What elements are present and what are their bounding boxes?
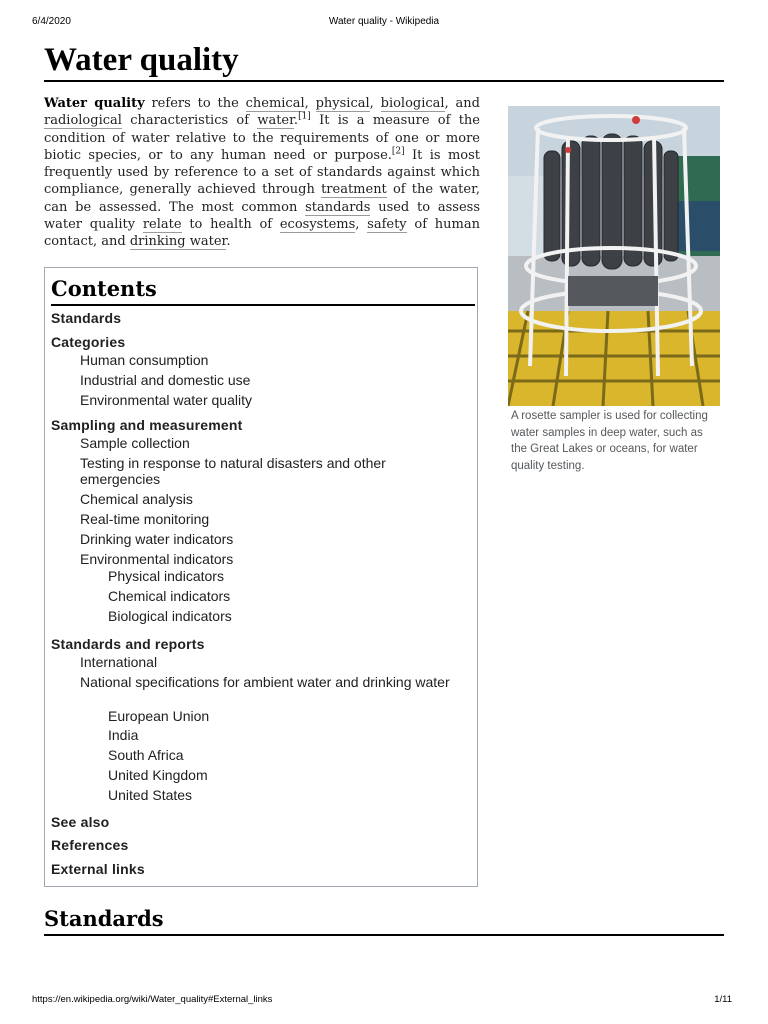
print-date: 6/4/2020	[32, 16, 71, 27]
link-water[interactable]: water	[257, 113, 294, 129]
toc-item-biological-indicators[interactable]: Biological indicators	[108, 608, 232, 624]
toc-item-external-links[interactable]: External links	[51, 861, 145, 877]
toc-item-environmental-indicators[interactable]: Environmental indicators	[80, 551, 234, 567]
toc-item-united-kingdom[interactable]: United Kingdom	[108, 767, 208, 783]
figure	[508, 106, 720, 474]
toc-item-european-union[interactable]: European Union	[108, 708, 210, 724]
intro-text: It is a measure of the condition of water relative to the requirements of one or more biotic species, or to any human need or purpose.	[44, 113, 480, 163]
intro-text: .	[293, 113, 299, 129]
bold-term: Water quality	[44, 96, 145, 111]
link-physical[interactable]: physical	[315, 96, 370, 111]
intro-text: refers to the	[144, 96, 246, 111]
toc-item-sampling-measurement[interactable]: Sampling and measurement	[51, 417, 243, 433]
print-header	[30, 16, 738, 30]
toc-item-industrial-domestic-use[interactable]: Industrial and domestic use	[80, 372, 251, 388]
rosette-sampler-photo[interactable]	[508, 106, 720, 406]
page-title: Water quality	[44, 38, 724, 82]
toc-item-standards[interactable]: Standards	[51, 310, 122, 326]
toc-item-physical-indicators[interactable]: Physical indicators	[108, 568, 224, 584]
link-ecosystems[interactable]: ecosystems	[279, 217, 356, 233]
intro-text: ,	[355, 217, 368, 233]
toc-item-human-consumption[interactable]: Human consumption	[80, 352, 209, 368]
link-safety[interactable]: safety	[367, 217, 407, 233]
intro-text: , and	[444, 96, 480, 111]
reference-2[interactable]: [2]	[391, 146, 405, 157]
intro-text: .	[226, 234, 231, 250]
toc-item-testing-natural-disasters[interactable]: Testing in response to natural disasters and other emergencies	[80, 455, 386, 487]
toc-item-standards-reports[interactable]: Standards and reports	[51, 636, 205, 652]
toc-item-national-specifications[interactable]: National specifications for ambient water and drinking water	[80, 674, 450, 690]
intro-text: ,	[369, 96, 381, 111]
toc-item-united-states[interactable]: United States	[108, 787, 193, 803]
intro-text: of human contact, and	[44, 217, 480, 250]
intro-text: to health of	[181, 217, 280, 233]
link-chemical[interactable]: chemical	[245, 96, 305, 111]
link-treatment[interactable]: treatment	[321, 182, 387, 198]
toc-item-environmental-water-quality[interactable]: Environmental water quality	[80, 392, 252, 408]
toc-item-international[interactable]: International	[80, 654, 158, 670]
table-of-contents	[44, 267, 478, 887]
link-standards[interactable]: standards	[305, 199, 371, 215]
link-relate[interactable]: relate	[142, 217, 182, 233]
toc-item-real-time-monitoring[interactable]: Real-time monitoring	[80, 511, 210, 527]
toc-title: Contents	[51, 276, 475, 306]
print-url: https://en.wikipedia.org/wiki/Water_quality#External_links	[32, 994, 273, 1005]
toc-item-south-africa[interactable]: South Africa	[108, 747, 184, 763]
print-page-number: 1/11	[714, 994, 732, 1005]
toc-item-drinking-water-indicators[interactable]: Drinking water indicators	[80, 531, 234, 547]
link-radiological[interactable]: radiological	[44, 113, 122, 129]
toc-item-see-also[interactable]: See also	[51, 814, 110, 830]
reference-1[interactable]: [1]	[298, 111, 311, 122]
toc-item-chemical-analysis[interactable]: Chemical analysis	[80, 491, 193, 507]
print-page-title: Water quality - Wikipedia	[328, 16, 440, 27]
intro-text: characteristics of	[121, 113, 258, 129]
toc-item-sample-collection[interactable]: Sample collection	[80, 435, 190, 451]
toc-item-chemical-indicators[interactable]: Chemical indicators	[108, 588, 231, 604]
figure-caption: A rosette sampler is used for collecting water samples in deep water, such as the Great Lakes or oceans, for water quality testing.	[511, 410, 708, 472]
print-footer	[30, 994, 738, 1008]
intro-text: ,	[304, 96, 316, 111]
link-drinking-water[interactable]: drinking water	[129, 234, 227, 250]
toc-item-categories[interactable]: Categories	[51, 334, 126, 350]
intro-text: used to assess water quality	[44, 199, 480, 233]
intro-paragraph	[44, 95, 480, 251]
link-biological[interactable]: biological	[380, 96, 445, 111]
intro-text: It is most frequently used by reference to a set of standards against which compliance, generally achieved through	[44, 147, 480, 198]
toc-item-india[interactable]: India	[108, 727, 139, 743]
toc-item-references[interactable]: References	[51, 837, 129, 853]
section-heading-standards: Standards	[44, 906, 724, 936]
intro-text: of the water, can be assessed. The most common	[44, 182, 480, 215]
